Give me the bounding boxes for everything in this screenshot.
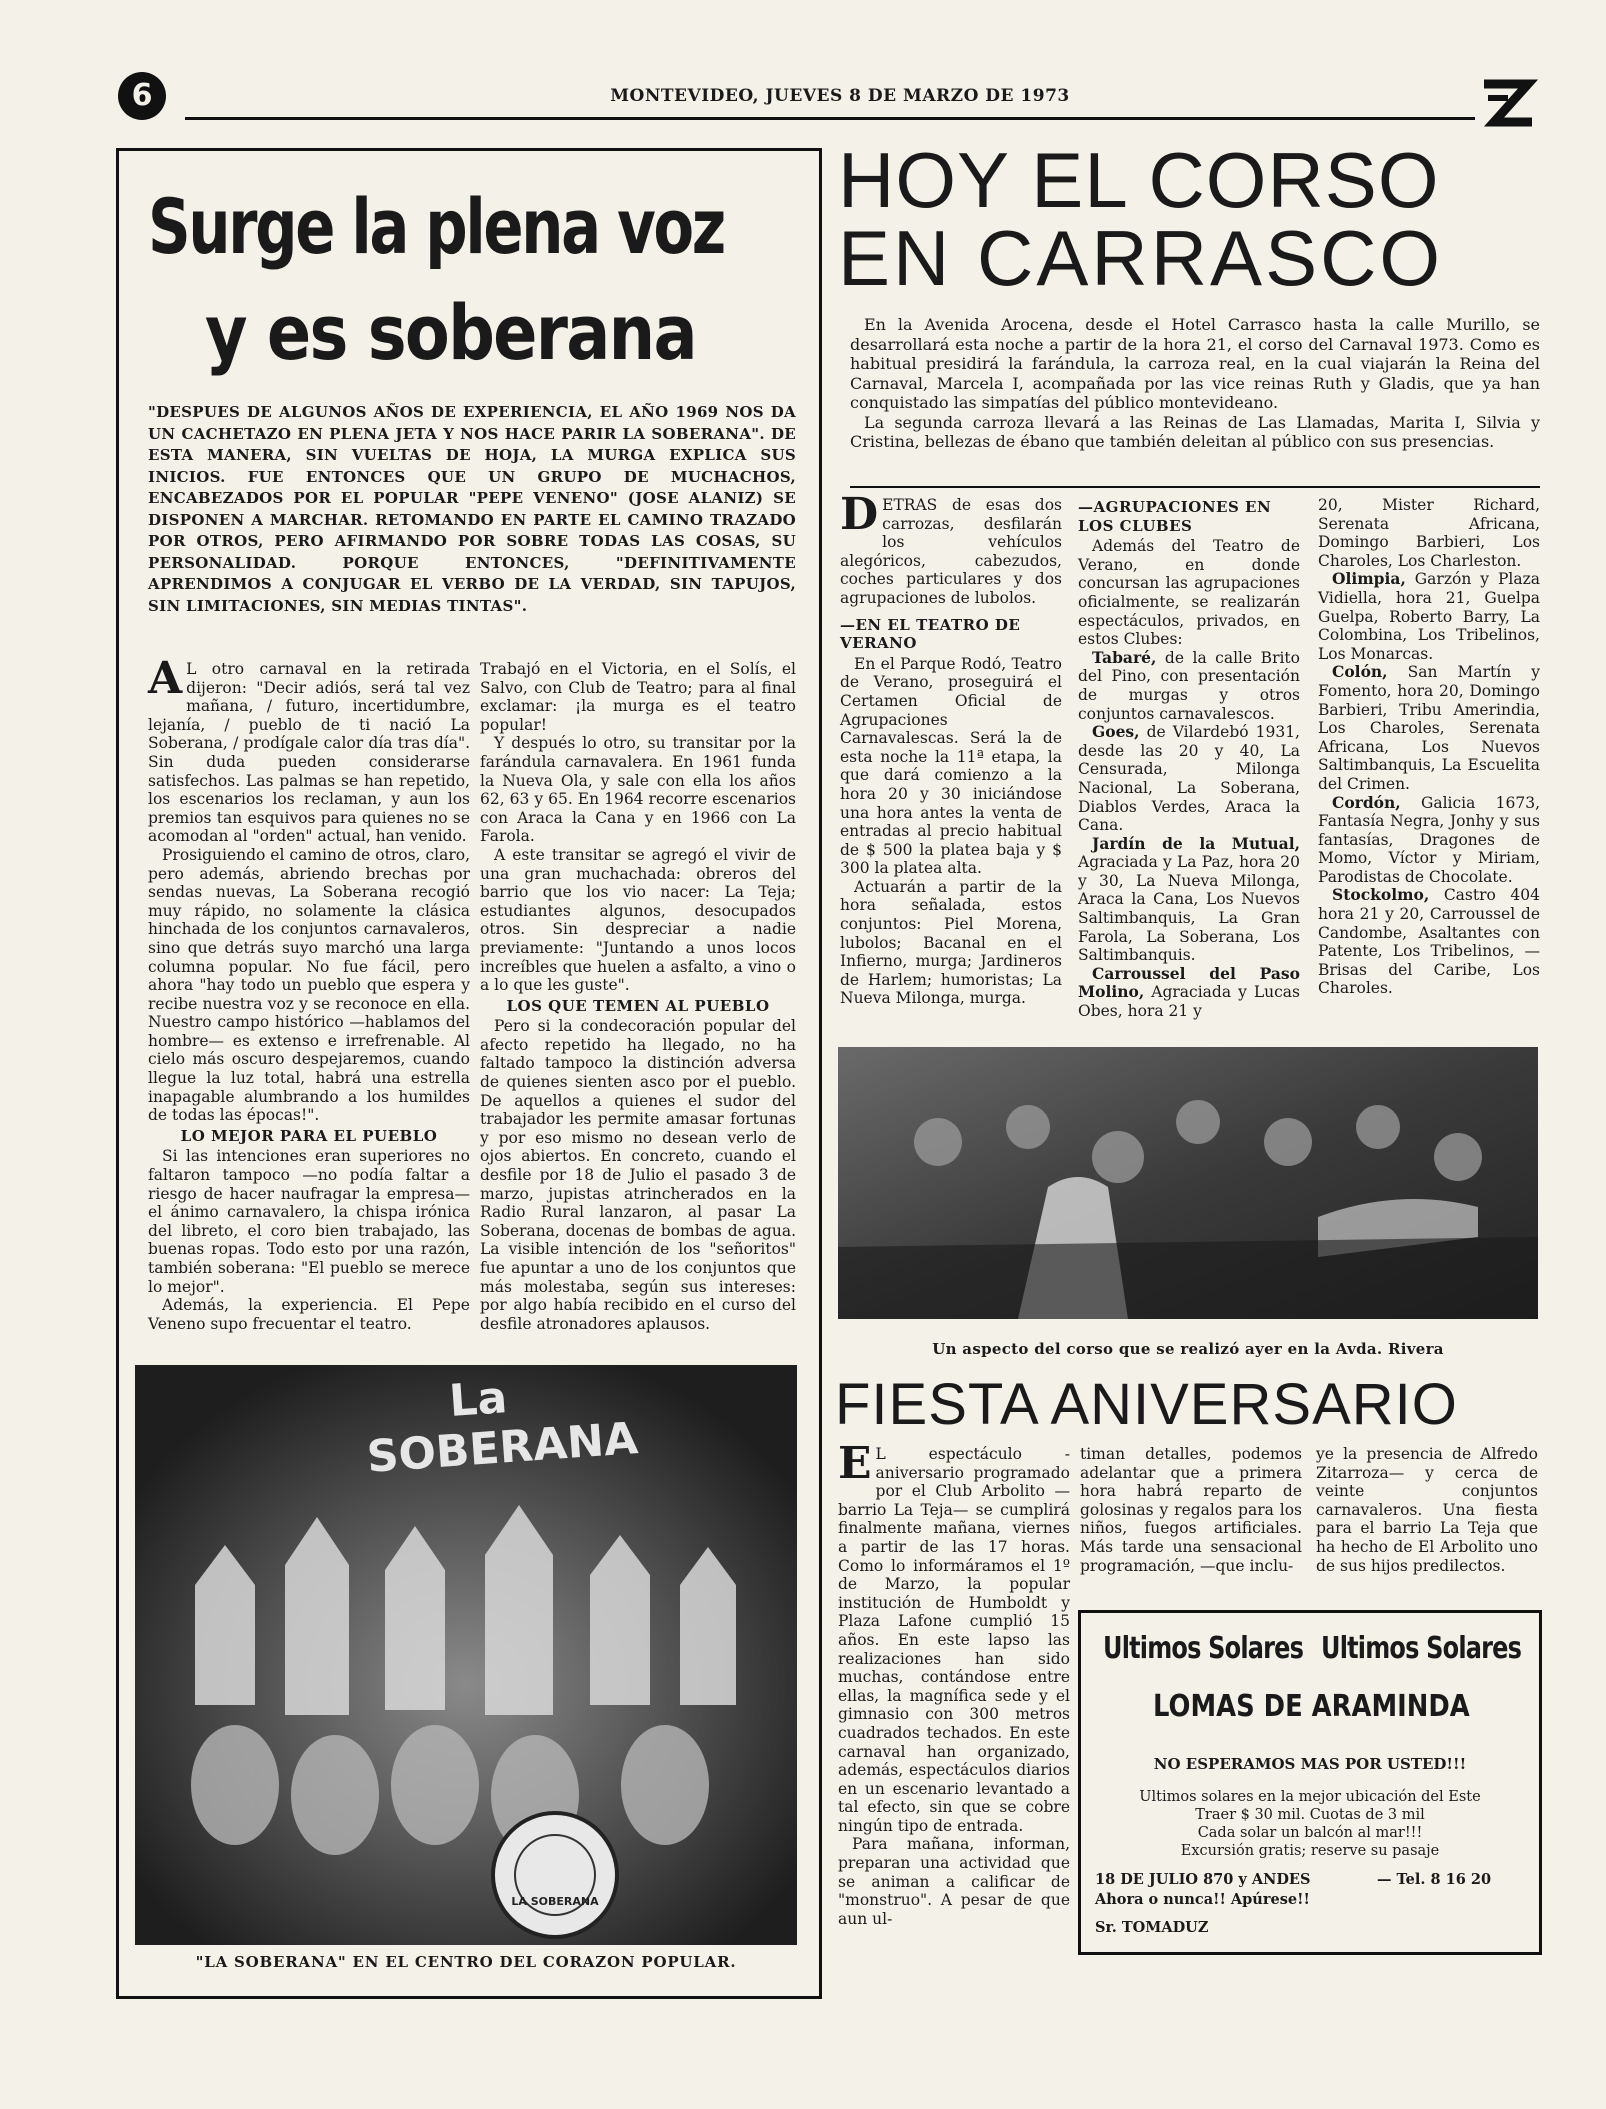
left-col2-subhead: LOS QUE TEMEN AL PUEBLO: [506, 996, 770, 1015]
left-col1-subhead: LO MEJOR PARA EL PUEBLO: [180, 1126, 438, 1145]
corso-intro-p2: La segunda carroza llevará a las Reinas de Las Llamadas, Marita I, Silvia y Cristina, bellezas de ébano que también deleitan al público con sus presencias.: [850, 412, 1540, 451]
ad-top-left: Ultimos Solares: [1103, 1631, 1304, 1666]
corso-headline-line1: HOY EL CORSO: [838, 136, 1440, 224]
corso-photo-caption: Un aspecto del corso que se realizó ayer en la Avda. Rivera: [932, 1340, 1444, 1358]
ad-phone: — Tel. 8 16 20: [1377, 1871, 1492, 1888]
ad-address: 18 DE JULIO 870 y ANDES: [1095, 1871, 1311, 1888]
ad-body-line1: Ultimos solares en la mejor ubicación del Este: [1139, 1789, 1481, 1805]
corso-col3-p1: 20, Mister Richard, Serenata Africana, Domingo Barbieri, Los Charoles, Los Charleston.: [1318, 496, 1540, 570]
ad-top-right: Ultimos Solares: [1321, 1631, 1522, 1666]
corso-headline-line2: EN CARRASCO: [838, 214, 1444, 302]
corso-club-tabare-text: de la calle Brito del Pino, con presentación de murgas y otros conjuntos carnavalescos.: [1078, 648, 1300, 723]
corso-club-tabare: Tabaré,: [1092, 647, 1157, 667]
corso-column-3: [1318, 496, 1540, 998]
dateline: MONTEVIDEO, JUEVES 8 DE MARZO DE 1973: [610, 86, 1070, 106]
corso-club-cordon-text: Galicia 1673, Fantasía Negra, Jonhy y sus fantasías, Dragones de Momo, Víctor y Miriam, Parodistas de Chocolate.: [1318, 793, 1540, 886]
fiesta-col2-p1: timan detalles, podemos adelantar que a primera hora habrá reparto de golosinas y regalos para los niños, fuegos artificiales. Más tarde una sensacional programación, —que inclu-: [1080, 1445, 1302, 1575]
left-column-2: [480, 660, 796, 1333]
soberana-photo-banner: La SOBERANA: [365, 1372, 640, 1483]
fiesta-col1-p1: L espectáculo - aniversario programado por el Club Arbolito —barrio La Teja— se cumplirá finalmente mañana, viernes a partir de las 17 horas. Como lo informáramos el 1º de Marzo, la popular institución de Humboldt y Plaza Lafone cumplió 15 años. En este lapso las realizaciones han sido muchas, contándose entre ellas, la magnífica sede y el gimnasio con 300 metros cuadrados techados. En este carnaval han organizado, además, espectáculos diarios en un escenario levantado a tal efecto, sin que se cobre ningún tipo de entrada.: [838, 1445, 1070, 1835]
corso-col1-p1: ETRAS de esas dos carrozas, desfilarán los vehículos alegóricos, cabezudos, coches particulares y dos agrupaciones de lubolos.: [840, 496, 1062, 607]
fiesta-column-2: [1080, 1445, 1302, 1575]
corso-club-cordon: Cordón,: [1332, 792, 1401, 812]
left-col2-p4: Pero si la condecoración popular del afecto repetido ha llegado, no ha faltado tampoco la distinción adversa de quienes sienten asco por el pueblo. De aquellos a quienes el sudor del trabajador les permite amasar fortunas y por eso mismo no desean verlo de ojos abiertos. En concreto, cuando el desfile por 18 de Julio el pasado 3 de marzo, jupistas atrincherados en la Radio Rural lanzaron, al pasar La Soberana, docenas de bombas de agua. La visible intención de los "señoritos" fue apuntar a uno de los conjuntos que más molestaba, según sus intereses: por algo había recibido en el curso del desfile atronadores aplausos.: [480, 1017, 796, 1333]
corner-mark-icon: [1478, 72, 1538, 132]
corso-column-2: [1078, 496, 1300, 1021]
corso-intro-p1: En la Avenida Arocena, desde el Hotel Carrasco hasta la calle Murillo, se desarrollará esta noche a partir de la hora 21, el corso del Carnaval 1973. Como es habitual presidirá la farándula, la carroza real, en la cual viajarán la Reina del Carnaval, Marcela I, acompañada por las vice reinas Ruth y Gladis, que ya han conquistado las simpatías del público montevideano.: [850, 315, 1540, 412]
fiesta-column-1: [838, 1438, 1070, 1928]
corso-intro: [850, 315, 1540, 452]
fiesta-dropcap: E: [838, 1438, 872, 1489]
masthead-rule: [185, 117, 1475, 120]
page-number: 6: [131, 78, 153, 113]
corso-club-goes: Goes,: [1092, 722, 1140, 742]
lomas-araminda-ad: [1078, 1610, 1542, 1955]
left-col2-p3: A este transitar se agregó el vivir de una gran muchachada: obreros del barrio que los vio nacer: La Teja; estudiantes algunos, desocupados otros. Sin despreciar a nadie previamente: "Juntando a unos locos increíbles que huelen a asfalto, a vino o a lo que les guste".: [480, 845, 796, 995]
corso-club-goes-text: de Vilardebó 1931, desde las 20 y 40, La Censurada, Milonga Nacional, La Soberana, Diablos Verdes, Araca la Cana.: [1078, 723, 1300, 835]
ad-slogan: Ahora o nunca!! Apúrese!!: [1095, 1891, 1310, 1908]
ad-title: LOMAS DE ARAMINDA: [1153, 1689, 1470, 1724]
soberana-photo: [135, 1365, 797, 1945]
fiesta-headline: FIESTA ANIVERSARIO: [835, 1372, 1458, 1437]
left-dropcap: A: [148, 653, 183, 704]
left-column-1: [148, 653, 470, 1333]
corso-col2-subhead: —AGRUPACIONES EN LOS CLUBES: [1078, 498, 1272, 535]
corso-club-olimpia: Olimpia,: [1332, 569, 1406, 589]
corso-dropcap: D: [840, 489, 879, 540]
corso-club-colon: Colón,: [1332, 662, 1388, 682]
ad-body: [1081, 1788, 1539, 1860]
left-headline-line2: y es soberana: [205, 288, 696, 377]
corso-club-carroussel-text: Agraciada y Lucas Obes, hora 21 y: [1078, 983, 1300, 1021]
corso-col1-p2: En el Parque Rodó, Teatro de Verano, proseguirá el Certamen Oficial de Agrupaciones Carnavalescas. Será la de esta noche la 11ª etapa, la que dará comienzo a la hora 20 y 30 iniciándose una hora antes la venta de entradas al precio habitual de $ 500 la platea baja y $ 300 la platea alta.: [840, 654, 1062, 878]
ad-body-line3: Cada solar un balcón al mar!!!: [1197, 1825, 1423, 1841]
corso-club-mutual-text: Agraciada y La Paz, hora 20 y 30, La Nueva Milonga, Araca la Cana, Los Nuevos Saltimbanquis, La Gran Farola, La Soberana, Los Saltimbanquis.: [1078, 853, 1300, 965]
soberana-drum-label: LA SOBERANA: [511, 1895, 599, 1908]
corso-photo: [838, 1047, 1538, 1319]
soberana-photo-caption: "LA SOBERANA" EN EL CENTRO DEL CORAZON POPULAR.: [195, 1953, 737, 1971]
fiesta-col3-p1: ye la presencia de Alfredo Zitarroza— y cerca de veinte conjuntos carnavaleros. Una fiesta para el barrio La Teja que ha hecho de El Arbolito uno de sus hijos predilectos.: [1316, 1445, 1538, 1575]
corso-club-carroussel: Carroussel del Paso Molino,: [1078, 963, 1300, 1002]
corso-column-1: [840, 489, 1062, 1008]
corso-club-mutual: Jardín de la Mutual,: [1092, 833, 1300, 853]
ad-body-line4: Excursión gratis; reserve su pasaje: [1180, 1843, 1440, 1859]
corso-club-colon-text: San Martín y Fomento, hora 20, Domingo Barbieri, Tribu Amerindia, Los Charoles, Serenata Africana, Los Nuevos Saltimbanquis, La Escuelita del Crimen.: [1318, 663, 1540, 793]
left-headline-line1: Surge la plena voz: [148, 182, 724, 271]
fiesta-col1-p2: Para mañana, informan, preparan una actividad que se animan a calificar de "monstruo". A pesar de que aun ul-: [838, 1835, 1070, 1928]
left-col1-p4: Además, la experiencia. El Pepe Veneno supo frecuentar el teatro.: [148, 1296, 470, 1333]
ad-body-line2: Traer $ 30 mil. Cuotas de 3 mil: [1195, 1807, 1425, 1823]
corso-club-olimpia-text: Garzón y Plaza Vidiella, hora 21, Guelpa Guelpa, Roberto Barry, La Colombina, Los Tribelinos, Los Monarcas.: [1318, 570, 1540, 663]
fiesta-column-3: [1316, 1445, 1538, 1575]
corso-col1-p3: Actuarán a partir de la hora señalada, estos conjuntos: Piel Morena, lubolos; Bacanal en el Infierno, murga; Jardineros de Harlem; humoristas; La Nueva Milonga, murga.: [840, 877, 1062, 1008]
corso-col1-subhead: —EN EL TEATRO DE VERANO: [840, 615, 1021, 653]
ad-tagline: NO ESPERAMOS MAS POR USTED!!!: [1153, 1755, 1467, 1773]
corner-mark: [1478, 72, 1538, 132]
corso-club-stockolmo: Stockolmo,: [1332, 885, 1430, 905]
left-lead-paragraph: "DESPUES DE ALGUNOS AÑOS DE EXPERIENCIA, EL AÑO 1969 NOS DA UN CACHETAZO EN PLENA JETA Y NOS HACE PARIR LA SOBERANA". DE ESTA MANERA, SIN VUELTAS DE HOJA, LA MURGA EXPLICA SUS INICIOS. FUE ENTONCES QUE UN GRUPO DE MUCHACHOS, ENCABEZADOS POR EL POPULAR "PEPE VENENO" (JOSE ALANIZ) SE DISPONEN A MARCHAR. RETOMANDO EN PARTE EL CAMINO TRAZADO POR OTROS, PERO AFIRMANDO POR SOBRE TODAS LAS COSAS, SU PERSONALIDAD. PORQUE ENTONCES, "DEFINITIVAMENTE APRENDIMOS A CONJUGAR EL VERBO DE LA VERDAD, SIN TAPUJOS, SIN LIMITACIONES, SIN MEDIAS TINTAS".: [148, 403, 796, 615]
left-col1-p1: L otro carnaval en la retirada dijeron: "Decir adiós, será tal vez mañana, / futuro, incertidumbre, lejanía, / pueblo de ti nació La Soberana, / prodígale calor día tras día". Sin duda pueden considerarse satisfechos. Las palmas se han repetido, los escenarios los reclaman, y aun los premios tan esquivos para quienes no se acomodan al "orden" actual, han venido.: [148, 660, 470, 846]
corso-col2-p1: Además del Teatro de Verano, en donde concursan las agrupaciones oficialmente, se realizarán espectáculos, privados, en estos Clubes:: [1078, 537, 1300, 649]
left-col2-p2: Y después lo otro, su transitar por la farándula carnavalera. En 1961 funda la Nueva Ola, y sale con ella los años 62, 63 y 65. En 1964 recorre escenarios con Araca la Cana y en 1966 con La Farola.: [480, 734, 796, 846]
ad-signature: Sr. TOMADUZ: [1095, 1919, 1209, 1936]
left-col1-p2: Prosiguiendo el camino de otros, claro, pero además, abriendo brechas por sendas nuevas, La Soberana recogió muy rápido, no solamente la clásica hinchada de los conjuntos carnavaleros, sino que detrás suyo marchó una larga columna popular. No fue fácil, pero ahora "hay todo un pueblo que espera y recibe nuestra voz y se reconoce en ella. Nuestro campo histórico —hablamos del hombre— es extenso e irrefrenable. Al cielo más oscuro despejaremos, cuando llegue la luz total, habrá una estrella inapagable alumbrando a los humildes de todas las épocas!".: [148, 845, 470, 1125]
page-number-badge: [118, 72, 166, 120]
left-col2-p1: Trabajó en el Victoria, en el Solís, el Salvo, con Club de Teatro; para al final exclamar: ¡la murga es el teatro popular!: [480, 660, 796, 734]
corso-photo-image: [838, 1047, 1538, 1319]
left-col1-p3: Si las intenciones eran superiores no faltaron tampoco —no podía faltar a riesgo de hacer naufragar la empresa— el ánimo carnavalero, la chispa irónica del libreto, el coro bien trabajado, las buenas ropas. Todo esto por una razón, también soberana: "El pueblo se merece lo mejor".: [148, 1147, 470, 1296]
corso-intro-rule: [850, 486, 1540, 488]
corso-club-stockolmo-text: Castro 404 hora 21 y 20, Carroussel de Candombe, Asaltantes con Patente, Los Tribelinos, —Brisas del Caribe, Los Charoles.: [1318, 886, 1540, 998]
